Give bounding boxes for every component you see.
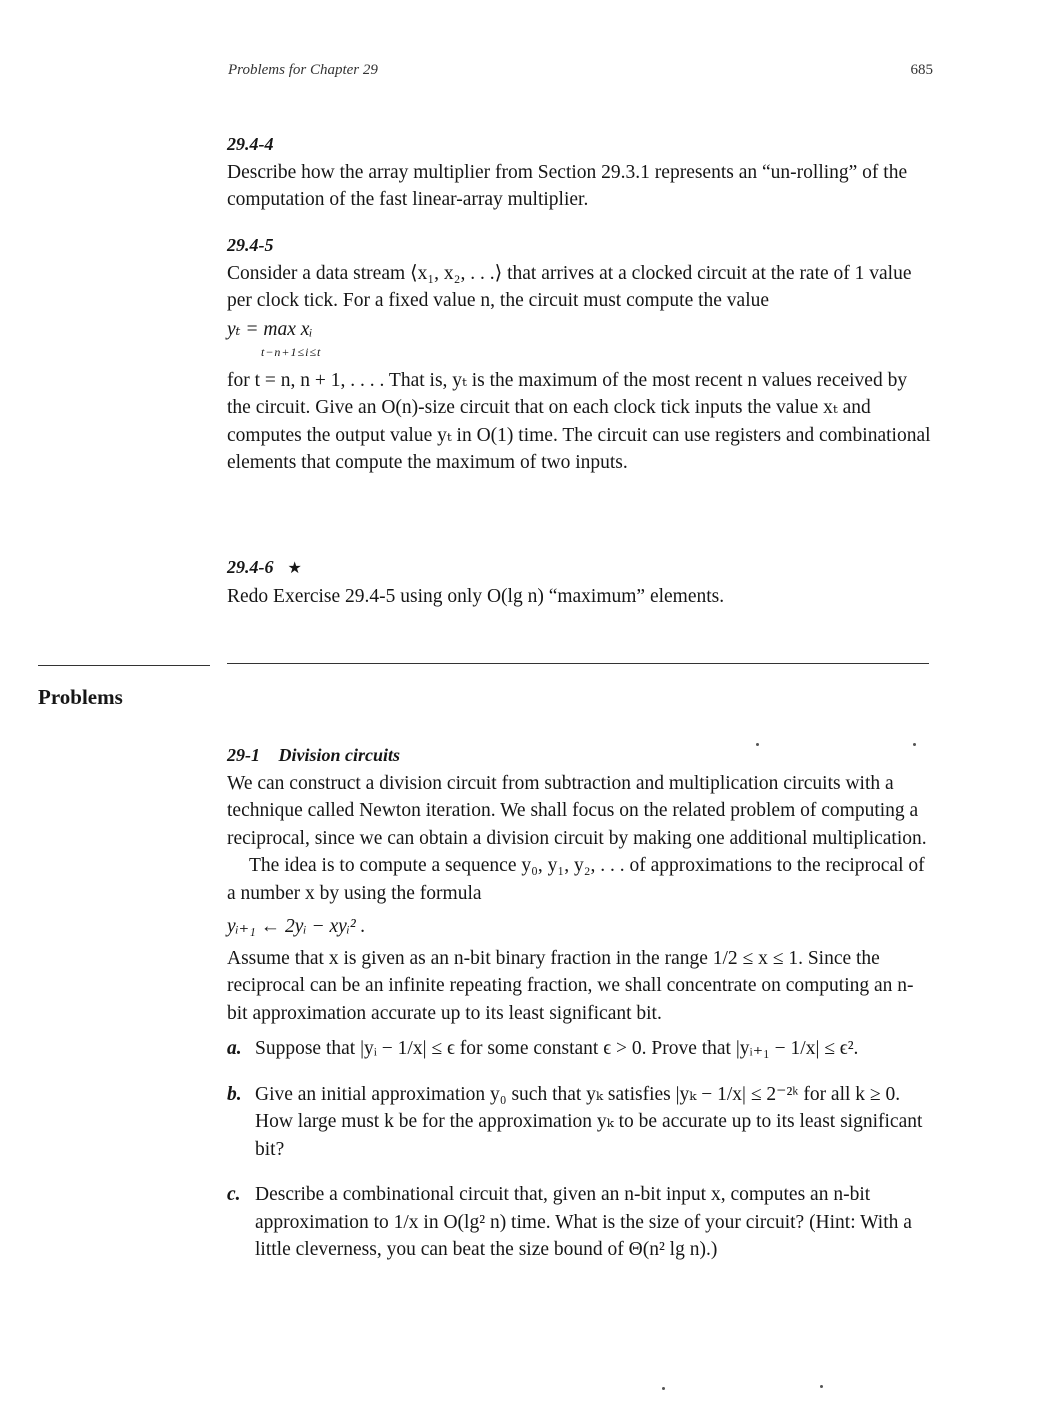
- newton-formula: yᵢ₊₁ ← 2yᵢ − xyᵢ² .: [227, 916, 366, 937]
- exercise-number: 29.4-5: [227, 235, 274, 255]
- formula-main: yₜ = max xᵢ: [227, 318, 313, 340]
- exercise-29-4-6: [227, 554, 932, 610]
- part-label: c.: [227, 1184, 241, 1205]
- exercise-text: Describe how the array multiplier from Section 29.3.1 represents an “un-rolling” of the computation of the fast linear-array multiplier.: [227, 161, 908, 210]
- section-rule-left: [38, 665, 210, 666]
- exercise-number: 29.4-6: [227, 557, 274, 577]
- running-title: Problems for Chapter 29: [228, 62, 378, 78]
- star-icon: ★: [287, 560, 302, 577]
- part-label: a.: [227, 1038, 242, 1059]
- part-text: Suppose that |yᵢ − 1/x| ≤ ϵ for some constant ϵ > 0. Prove that |yᵢ₊₁ − 1/x| ≤ ϵ².: [255, 1038, 859, 1059]
- problem-heading: [227, 742, 932, 770]
- exercise-29-4-5: [227, 232, 932, 477]
- exercise-text: Redo Exercise 29.4-5 using only O(lg n) “maximum” elements.: [227, 585, 725, 607]
- part-text: Give an initial approximation y₀ such that yₖ satisfies |yₖ − 1/x| ≤ 2⁻²ᵏ for all k ≥ 0. How large must k be for the approximation yₖ to be accurate up to its least significant bit?: [255, 1083, 923, 1160]
- exercise-text-before: Consider a data stream ⟨x₁, x₂, . . .⟩ that arrives at a clocked circuit at the rate of 1 value per clock tick. For a fixed value n, the circuit must compute the value: [227, 262, 912, 311]
- problem-part-a: [227, 1035, 932, 1063]
- section-rule-right: [227, 663, 929, 664]
- problem-part-c: [227, 1181, 932, 1264]
- problem-title: Division circuits: [278, 745, 401, 765]
- scan-speck: [662, 1387, 665, 1390]
- scan-speck: [756, 743, 759, 746]
- problem-29-1: [227, 742, 932, 1264]
- part-label: b.: [227, 1083, 242, 1105]
- exercise-number-row: [227, 554, 932, 583]
- max-formula: [227, 319, 932, 363]
- exercise-text-after: for t = n, n + 1, . . . . That is, yₜ is the maximum of the most recent n values received by the circuit. Give an O(n)-size circuit that on each clock tick inputs the value xₜ and computes the output value yₜ in O(1) time. The circuit can use registers and combinational elements that compute the maximum of two inputs.: [227, 369, 931, 473]
- problem-number: 29-1: [227, 745, 260, 765]
- page-number: 685: [910, 62, 933, 78]
- part-text: Describe a combinational circuit that, given an n-bit input x, computes an n-bit approximation to 1/x in O(lg² n) time. What is the size of your circuit? (Hint: With a little cleverness, you can beat the size bound of Θ(n² lg n).): [255, 1184, 912, 1260]
- scan-speck: [820, 1385, 823, 1388]
- section-heading: Problems: [38, 685, 123, 709]
- problem-part-b: [227, 1081, 932, 1164]
- formula-subscript: t−n+1≤i≤t: [261, 344, 322, 359]
- exercise-number: 29.4-4: [227, 134, 274, 154]
- problem-para-1: We can construct a division circuit from subtraction and multiplication circuits with a technique called Newton iteration. We shall focus on the related problem of computing a reciprocal, since we can obtain a division circuit by making one additional multiplication.: [227, 772, 927, 849]
- problem-para-3: Assume that x is given as an n-bit binary fraction in the range 1/2 ≤ x ≤ 1. Since the reciprocal can be an infinite repeating fraction, we shall concentrate on computing an n-bit approximation accurate up to its least significant bit.: [227, 947, 914, 1024]
- scan-speck: [913, 743, 916, 746]
- running-head: [228, 62, 933, 79]
- problem-para-2: The idea is to compute a sequence y₀, y₁, y₂, . . . of approximations to the reciprocal of a number x by using the formula: [227, 855, 925, 904]
- exercise-29-4-4: [227, 131, 932, 214]
